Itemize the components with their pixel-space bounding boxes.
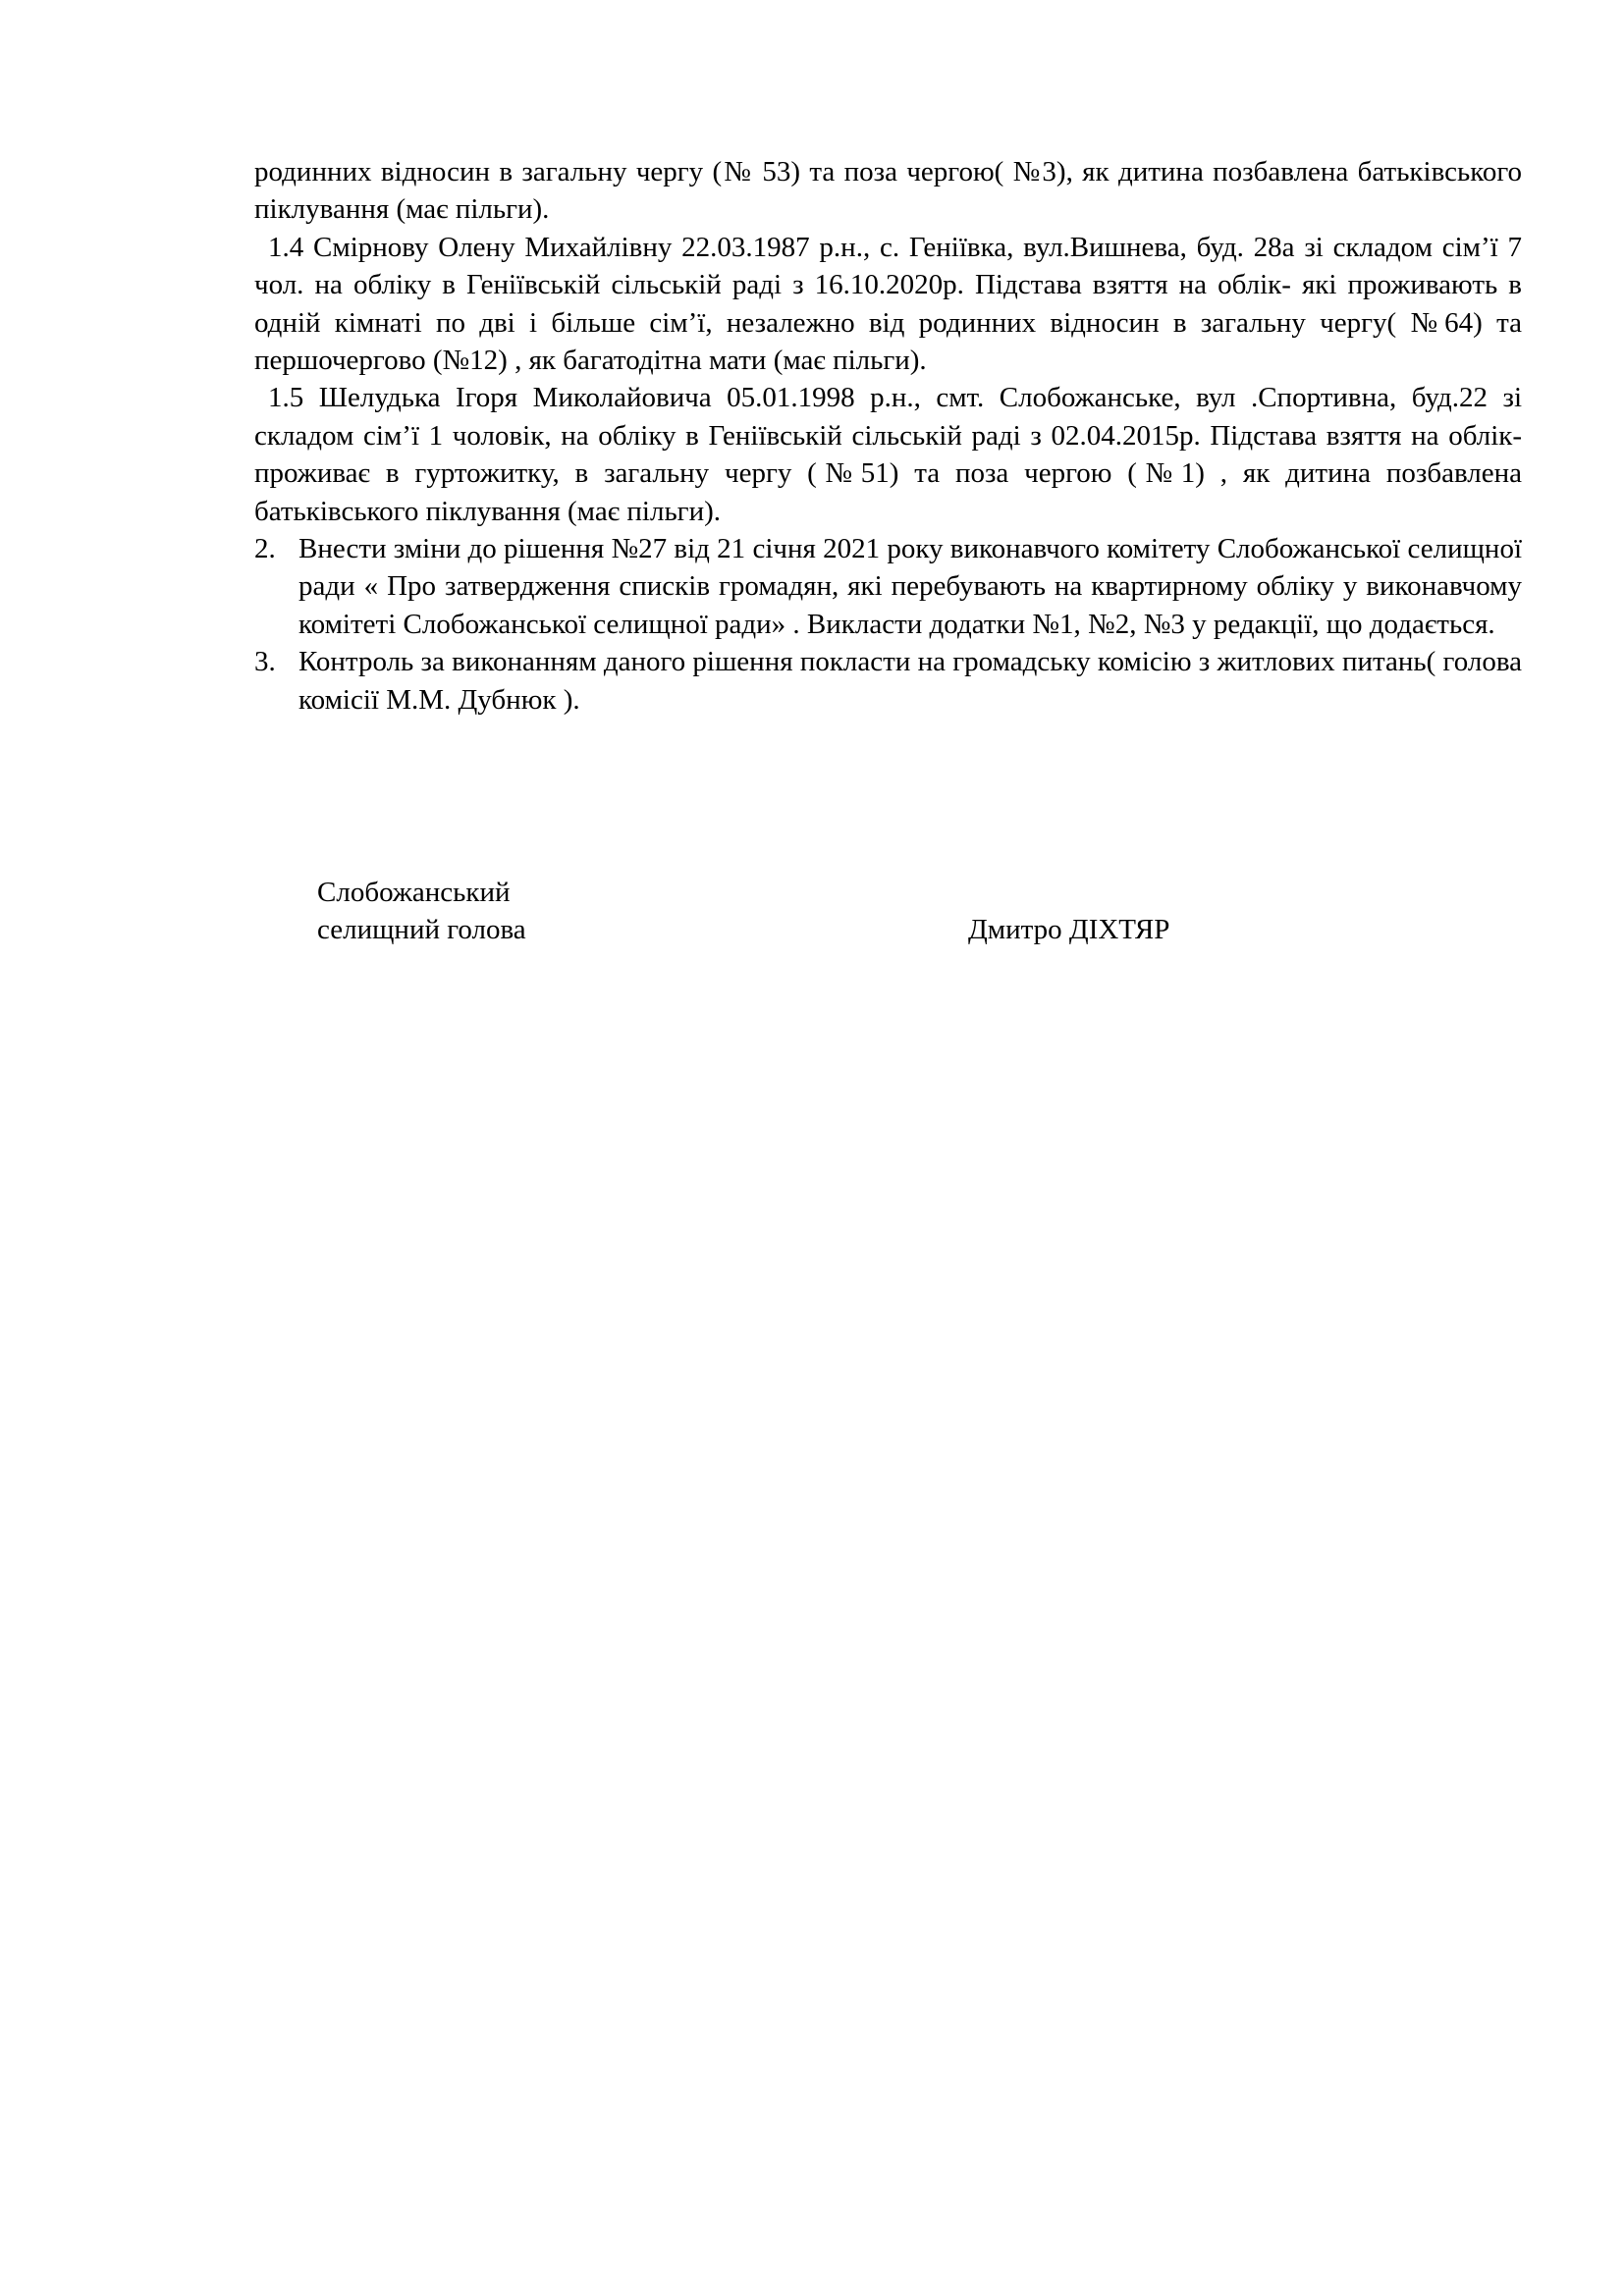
item-text: Контроль за виконанням даного рішення покласти на громадську комісію з житлових питань( голова комісії М.М. Дубнюк ). xyxy=(298,646,1522,716)
document-body xyxy=(254,153,1522,719)
paragraph-item-1-5: 1.5 Шелудька Ігоря Миколайовича 05.01.1998 р.н., смт. Слобожанське, вул .Спортивна, буд.22 зі складом сім’ї 1 чоловік, на обліку в Геніївській сільській раді з 02.04.2015р. Підстава взяття на облік- проживає в гуртожитку, в загальну чергу (№51) та поза чергою (№1) , як дитина позбавлена батьківського піклування (має пільги). xyxy=(254,382,1522,527)
paragraph-continuation: родинних відносин в загальну чергу (№ 53) та поза чергою( №3), як дитина позбавлена батьківського піклування (має пільги). xyxy=(254,156,1522,226)
numbered-item-3 xyxy=(254,643,1522,719)
signature-title-line2: селищний голова xyxy=(317,914,526,946)
item-number: 2. xyxy=(254,533,276,565)
numbered-item-2 xyxy=(254,530,1522,643)
paragraph-item-1-4: 1.4 Смірнову Олену Михайлівну 22.03.1987 р.н., с. Геніївка, вул.Вишнева, буд. 28а зі складом сім’ї 7 чол. на обліку в Геніївській сільській раді з 16.10.2020р. Підстава взяття на облік- які проживають в одній кімнаті по дві і більше сім’ї, незалежно від родинних відносин в загальну чергу( №64) та першочергово (№12) , як багатодітна мати (має пільги). xyxy=(254,231,1522,377)
signature-block xyxy=(317,874,1299,949)
signature-title-line1: Слобожанський xyxy=(317,877,511,908)
item-number: 3. xyxy=(254,646,276,678)
signature-row xyxy=(317,911,1299,948)
item-text: Внести зміни до рішення №27 від 21 січня 2021 року виконавчого комітету Слобожанської селищної ради « Про затвердження списків громадян, які перебувають на квартирному обліку у виконавчому комітеті Слобожанської селищної ради» . Викласти додатки №1, №2, №3 у редакції, що додається. xyxy=(298,533,1522,640)
signatory-name: Дмитро ДІХТЯР xyxy=(968,914,1170,946)
